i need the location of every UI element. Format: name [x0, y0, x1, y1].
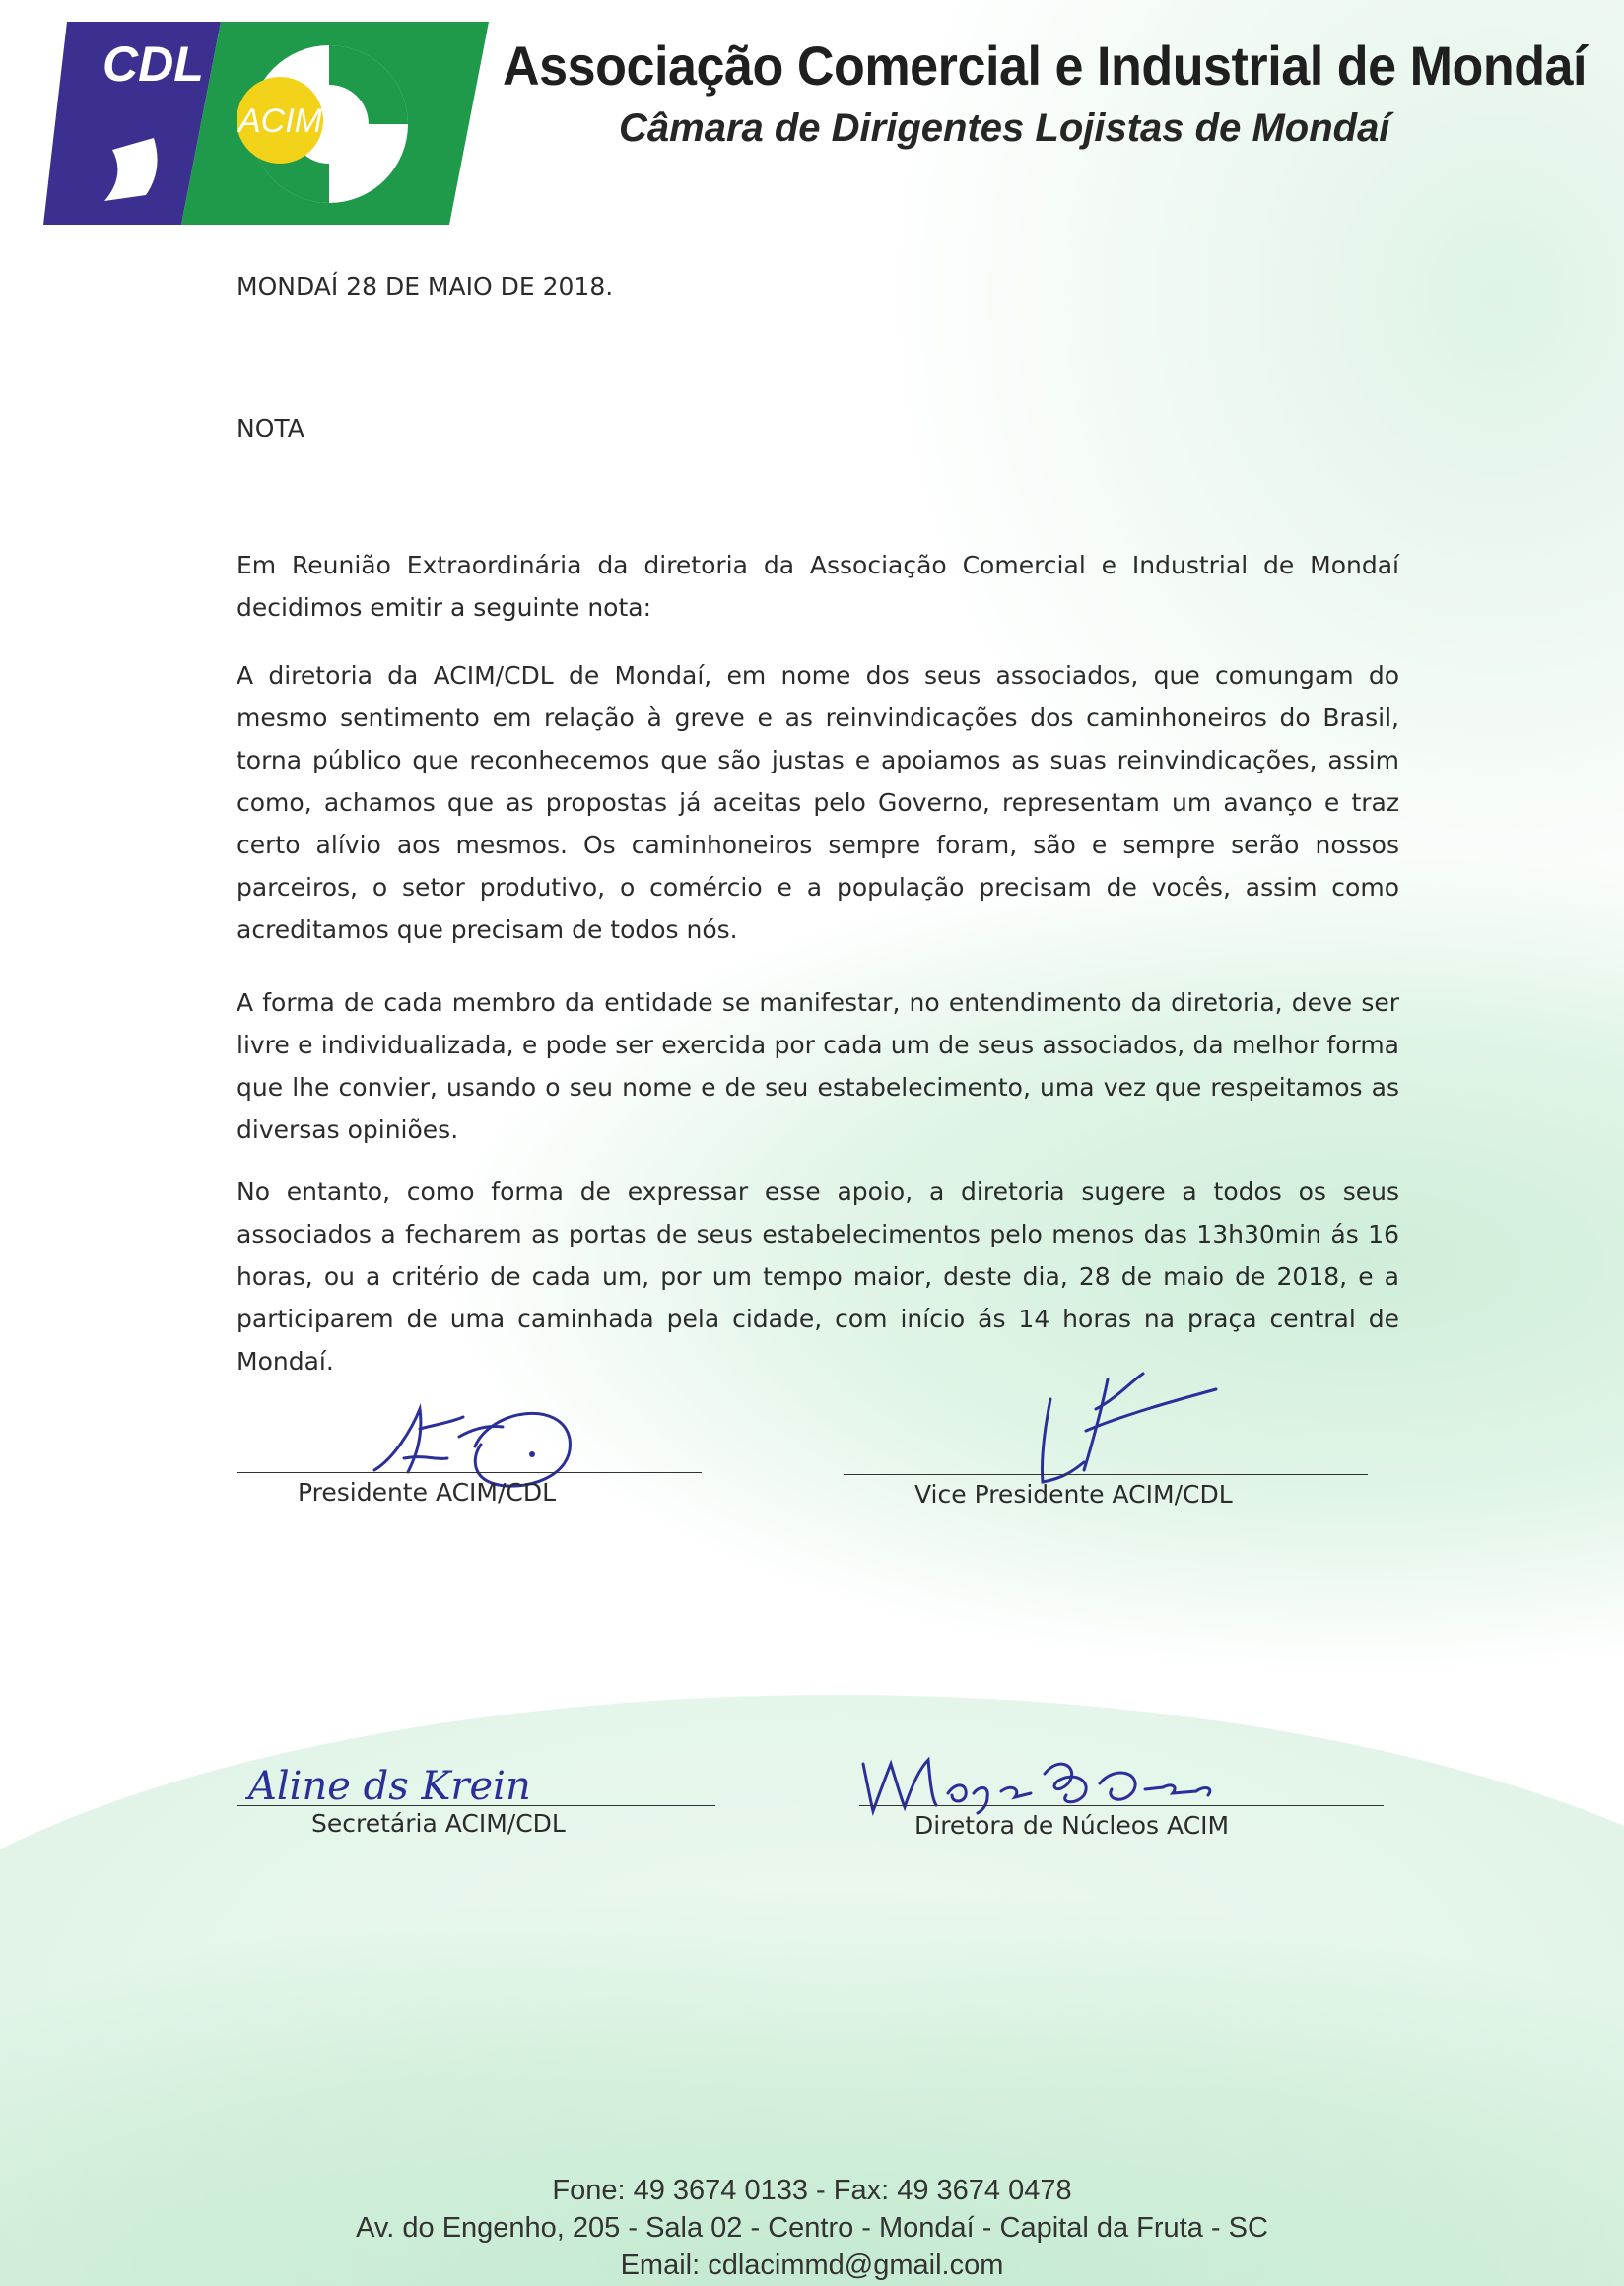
signature-line	[237, 1805, 715, 1806]
paragraph-freedom	[237, 981, 1399, 1151]
logo-cdl-text: CDL	[102, 36, 204, 92]
signature-line	[859, 1805, 1384, 1806]
paragraph-intro	[237, 544, 1399, 629]
footer-email: Email: cdlacimmd@gmail.com	[620, 2250, 1004, 2281]
paragraph-closing	[237, 1171, 1399, 1382]
signature-role-secretary: Secretária ACIM/CDL	[311, 1809, 566, 1838]
letter-date: MONDAÍ 28 DE MAIO DE 2018.	[237, 272, 614, 301]
footer-address: Av. do Engenho, 205 - Sala 02 - Centro - Mondaí - Capital da Fruta - SC	[356, 2212, 1268, 2244]
logo-acim-text: ACIM	[238, 102, 322, 140]
signature-role-director: Diretora de Núcleos ACIM	[914, 1811, 1230, 1840]
vice-president-signature	[1025, 1360, 1232, 1498]
signature-role-president: Presidente ACIM/CDL	[298, 1478, 557, 1507]
signature-line	[844, 1474, 1368, 1475]
acim-cdl-logo	[43, 22, 489, 225]
footer-phone-fax: Fone: 49 3674 0133 - Fax: 49 3674 0478	[552, 2175, 1072, 2206]
signature-role-vice-president: Vice Presidente ACIM/CDL	[914, 1480, 1233, 1509]
organization-subtitle: Câmara de Dirigentes Lojistas de Mondaí	[619, 106, 1390, 150]
secretary-signature-text: Aline ds Krein	[248, 1764, 531, 1809]
director-signature	[857, 1734, 1252, 1823]
paragraph-support	[237, 654, 1399, 951]
paragraph-text: Em Reunião Extraordinária da diretoria da Associação Comercial e Industrial de Mondaí decidimos emitir a seguinte nota:	[237, 551, 1399, 622]
paragraph-text: A diretoria da ACIM/CDL de Mondaí, em nome dos seus associados, que comungam do mesmo sentimento em relação à greve e as reinvindicações dos caminhoneiros do Brasil, torna público que reconhecemos que são justas e apoiamos as suas reinvindicações, assim como, achamos que as propostas já aceitas pelo Governo, representam um avanço e traz certo alívio aos mesmos. Os caminhoneiros sempre foram, são e sempre serão nossos parceiros, o setor produtivo, o comércio e a população precisam de vocês, assim como acreditamos que precisam de todos nós.	[237, 661, 1399, 944]
paragraph-text: No entanto, como forma de expressar esse apoio, a diretoria sugere a todos os seus associados a fecharem as portas de seus estabelecimentos pelo menos das 13h30min ás 16 horas, ou a critério de cada um, por um tempo maior, deste dia, 28 de maio de 2018, e a participarem de uma caminhada pela cidade, com início ás 14 horas na praça central de Mondaí.	[237, 1177, 1399, 1376]
organization-title: Associação Comercial e Industrial de Mondaí	[503, 34, 1588, 97]
paragraph-text: A forma de cada membro da entidade se manifestar, no entendimento da diretoria, deve ser livre e individualizada, e pode ser exercida por cada um de seus associados, da melhor forma que lhe convier, usando o seu nome e de seu estabelecimento, uma vez que respeitamos as diversas opiniões.	[237, 988, 1399, 1144]
letter-heading: NOTA	[237, 414, 304, 442]
signature-line	[237, 1472, 702, 1473]
